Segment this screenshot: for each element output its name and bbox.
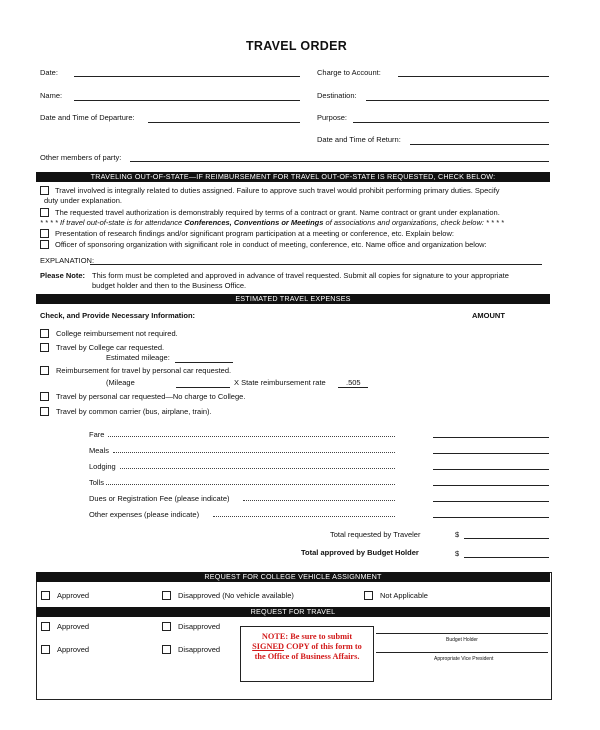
common-carrier-checkbox[interactable] xyxy=(40,407,49,416)
expense-lodging-amount[interactable] xyxy=(433,469,549,470)
total-budget-label: Total approved by Budget Holder xyxy=(301,548,419,557)
please-note-label: Please Note: xyxy=(40,271,86,280)
name-field[interactable] xyxy=(74,100,300,101)
budget-holder-signature[interactable] xyxy=(376,633,548,634)
personal-car-reimb-checkbox[interactable] xyxy=(40,366,49,375)
expense-tolls-label: Tolls xyxy=(89,478,105,487)
departure-field[interactable] xyxy=(148,122,300,123)
name-label: Name: xyxy=(40,91,63,100)
other-members-label: Other members of party: xyxy=(40,153,122,162)
expense-fare-leader xyxy=(108,436,395,437)
total-traveler-label: Total requested by Traveler xyxy=(330,530,421,539)
travel-disapproved-2-label: Disapproved xyxy=(178,645,221,654)
travel-disapproved-2-checkbox[interactable] xyxy=(162,645,171,654)
travel-approved-checkbox[interactable] xyxy=(41,622,50,631)
expense-dues-label: Dues or Registration Fee (please indicate) xyxy=(89,494,230,503)
personal-car-nocharge-checkbox[interactable] xyxy=(40,392,49,401)
travel-approved-2-checkbox[interactable] xyxy=(41,645,50,654)
college-car-text: Travel by College car requested. xyxy=(56,343,165,352)
destination-field[interactable] xyxy=(366,100,549,101)
destination-label: Destination: xyxy=(317,91,357,100)
return-label: Date and Time of Return: xyxy=(317,135,401,144)
amount-label: AMOUNT xyxy=(472,311,505,320)
expense-dues-leader xyxy=(243,500,395,501)
expenses-header: ESTIMATED TRAVEL EXPENSES xyxy=(36,294,550,304)
contract-text: The requested travel authorization is demonstrably required by terms of a contract or grant. Name contract or grant under explanation. xyxy=(55,208,500,217)
total-budget-field[interactable] xyxy=(464,557,549,558)
travel-disapproved-checkbox[interactable] xyxy=(162,622,171,631)
expense-meals-label: Meals xyxy=(89,446,110,455)
departure-label: Date and Time of Departure: xyxy=(40,113,135,122)
vehicle-na-checkbox[interactable] xyxy=(364,591,373,600)
rate-field xyxy=(338,387,368,388)
total-traveler-currency: $ xyxy=(455,530,460,539)
expense-dues-amount[interactable] xyxy=(433,501,549,502)
page-title: TRAVEL ORDER xyxy=(246,39,348,53)
note-line-1: NOTE: Be sure to submit xyxy=(261,632,353,641)
rate-label: X State reimbursement rate xyxy=(234,378,326,387)
vehicle-header: REQUEST FOR COLLEGE VEHICLE ASSIGNMENT xyxy=(36,572,550,582)
mileage-label: (Mileage xyxy=(106,378,135,387)
total-traveler-field[interactable] xyxy=(464,538,549,539)
date-field[interactable] xyxy=(74,76,300,77)
date-label: Date: xyxy=(40,68,58,77)
mileage-field[interactable] xyxy=(176,387,230,388)
purpose-label: Purpose: xyxy=(317,113,348,122)
officer-text: Officer of sponsoring organization with significant role in conduct of meeting, conference, etc. Name office and organization below: xyxy=(55,240,487,249)
charge-account-label: Charge to Account: xyxy=(317,68,381,77)
expense-meals-amount[interactable] xyxy=(433,453,549,454)
expense-other-amount[interactable] xyxy=(433,517,549,518)
college-car-checkbox[interactable] xyxy=(40,343,49,352)
total-budget-currency: $ xyxy=(455,549,460,558)
contract-checkbox[interactable] xyxy=(40,208,49,217)
expense-fare-amount[interactable] xyxy=(433,437,549,438)
submit-note-box xyxy=(240,626,374,682)
travel-request-header: REQUEST FOR TRAVEL xyxy=(36,607,550,617)
research-text: Presentation of research findings and/or significant program participation at a meeting or conference, etc. Explain below: xyxy=(55,229,454,238)
charge-account-field[interactable] xyxy=(398,76,549,77)
expense-tolls-amount[interactable] xyxy=(433,485,549,486)
est-mileage-field[interactable] xyxy=(175,362,233,363)
vice-president-signature[interactable] xyxy=(376,652,548,653)
duties-checkbox[interactable] xyxy=(40,186,49,195)
expense-tolls-leader xyxy=(106,484,395,485)
travel-disapproved-label: Disapproved xyxy=(178,622,221,631)
common-carrier-text: Travel by common carrier (bus, airplane, train). xyxy=(56,407,212,416)
return-field[interactable] xyxy=(410,144,549,145)
vehicle-approved-checkbox[interactable] xyxy=(41,591,50,600)
research-checkbox[interactable] xyxy=(40,229,49,238)
out-of-state-header: TRAVELING OUT-OF-STATE—IF REIMBURSEMENT FOR TRAVEL OUT-OF-STATE IS REQUESTED, CHECK BELOW: xyxy=(36,172,550,182)
note-line-2: SIGNED COPY of this form to xyxy=(252,642,362,651)
no-reimbursement-text: College reimbursement not required. xyxy=(56,329,178,338)
expense-other-label: Other expenses (please indicate) xyxy=(89,510,200,519)
explanation-field[interactable] xyxy=(90,264,542,265)
expense-meals-leader xyxy=(113,452,395,453)
other-members-field[interactable] xyxy=(130,161,549,162)
note-signed: SIGNED xyxy=(252,642,284,651)
vehicle-approved-label: Approved xyxy=(57,591,90,600)
officer-checkbox[interactable] xyxy=(40,240,49,249)
vehicle-na-label: Not Applicable xyxy=(380,591,428,600)
expense-other-leader xyxy=(213,516,395,517)
conference-note: * * * * If travel out-of-state is for attendance Conferences, Conventions or Meetings of associations and organizations, check below: * * * * xyxy=(40,218,504,227)
budget-holder-label: Budget Holder xyxy=(446,637,478,643)
explanation-label: EXPLANATION: xyxy=(40,256,95,265)
vehicle-disapproved-checkbox[interactable] xyxy=(162,591,171,600)
vice-president-label: Appropriate Vice President xyxy=(434,656,494,662)
travel-approved-2-label: Approved xyxy=(57,645,90,654)
expense-lodging-label: Lodging xyxy=(89,462,116,471)
est-mileage-label: Estimated mileage: xyxy=(106,353,170,362)
travel-approved-label: Approved xyxy=(57,622,90,631)
personal-car-nocharge-text: Travel by personal car requested—No charge to College. xyxy=(56,392,246,401)
vehicle-disapproved-label: Disapproved (No vehicle available) xyxy=(178,591,294,600)
expense-fare-label: Fare xyxy=(89,430,105,439)
personal-car-reimb-text: Reimbursement for travel by personal car requested. xyxy=(56,366,232,375)
duties-text-cont: duty under explanation. xyxy=(44,196,122,205)
duties-text: Travel involved is integrally related to duties assigned. Failure to approve such travel would prohibit performing primary duties. Specify xyxy=(55,186,500,195)
please-note-text: This form must be completed and approved in advance of travel requested. Submit all copies for signature to your appropriate xyxy=(92,271,509,280)
note-line-3: the Office of Business Affairs. xyxy=(254,652,360,661)
no-reimbursement-checkbox[interactable] xyxy=(40,329,49,338)
expense-lodging-leader xyxy=(120,468,395,469)
check-info-label: Check, and Provide Necessary Information: xyxy=(40,311,196,320)
rate-value: .505 xyxy=(346,378,361,387)
please-note-text-cont: budget holder and then to the Business Office. xyxy=(92,281,247,290)
purpose-field[interactable] xyxy=(353,122,549,123)
